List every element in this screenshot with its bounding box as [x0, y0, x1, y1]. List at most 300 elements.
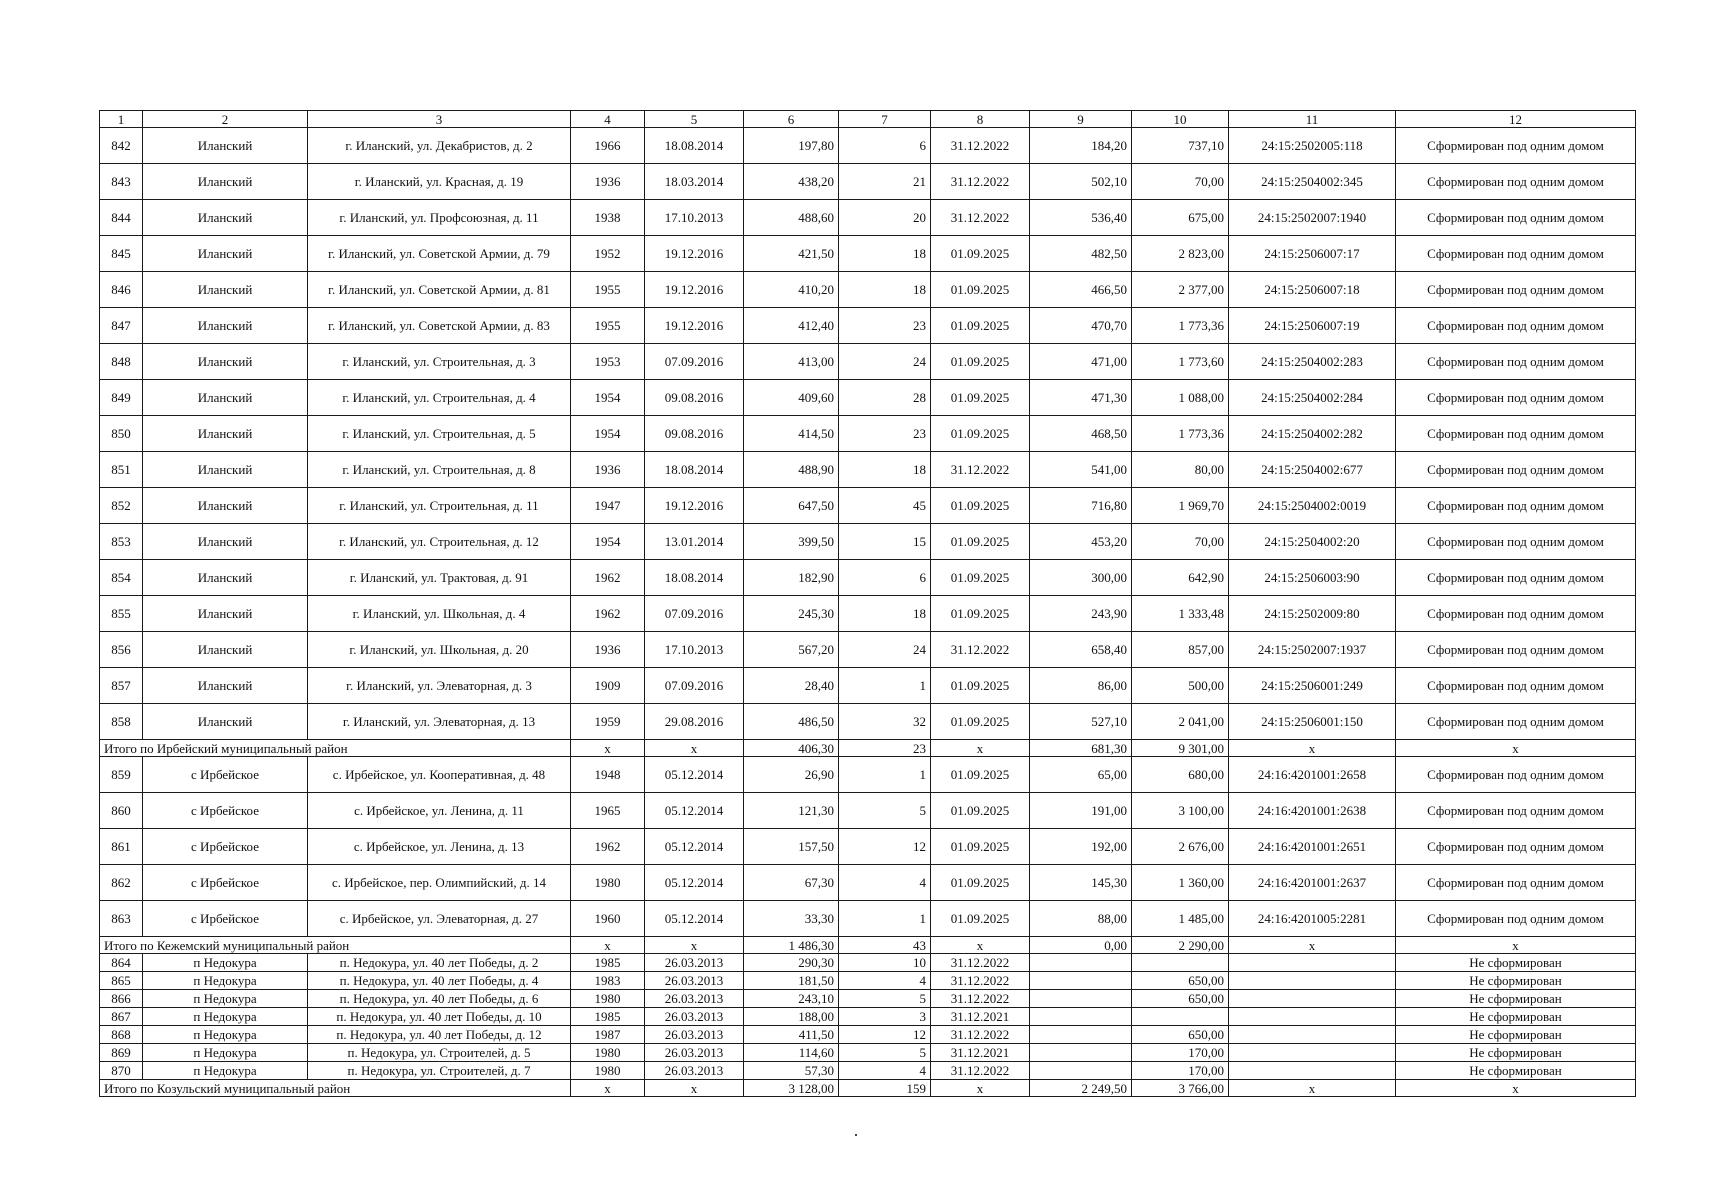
column-header: 4	[571, 111, 645, 128]
table-row	[100, 704, 1636, 740]
table-cell: Иланский	[143, 560, 308, 596]
table-cell: 1 969,70	[1132, 488, 1229, 524]
table-cell: 31.12.2022	[931, 954, 1030, 972]
total-cell: x	[931, 740, 1030, 757]
table-cell: 19.12.2016	[645, 488, 744, 524]
table-cell: 29.08.2016	[645, 704, 744, 740]
table-cell: 5	[839, 990, 931, 1008]
table-cell: 869	[100, 1044, 143, 1062]
table-cell: 536,40	[1030, 200, 1132, 236]
table-cell: 453,20	[1030, 524, 1132, 560]
table-cell: Сформирован под одним домом	[1396, 200, 1636, 236]
table-cell: 1966	[571, 128, 645, 164]
table-cell: Иланский	[143, 668, 308, 704]
table-cell: 26.03.2013	[645, 990, 744, 1008]
table-cell: 868	[100, 1026, 143, 1044]
table-cell: 488,60	[744, 200, 839, 236]
table-cell: Иланский	[143, 524, 308, 560]
table-cell: 26.03.2013	[645, 1026, 744, 1044]
table-cell: 488,90	[744, 452, 839, 488]
table-cell: 80,00	[1132, 452, 1229, 488]
total-row	[100, 740, 1636, 757]
total-cell: x	[571, 1080, 645, 1097]
table-cell: 1936	[571, 632, 645, 668]
table-row	[100, 632, 1636, 668]
table-cell: 527,10	[1030, 704, 1132, 740]
table-cell: 24:16:4201005:2281	[1229, 901, 1396, 937]
table-cell: 1980	[571, 1062, 645, 1080]
table-cell: с. Ирбейское, ул. Элеваторная, д. 27	[308, 901, 571, 937]
table-row	[100, 416, 1636, 452]
table-cell: 1955	[571, 272, 645, 308]
table-cell: 642,90	[1132, 560, 1229, 596]
table-cell: 05.12.2014	[645, 829, 744, 865]
table-cell: 857,00	[1132, 632, 1229, 668]
table-cell: 842	[100, 128, 143, 164]
table-cell: 26.03.2013	[645, 1062, 744, 1080]
table-row	[100, 380, 1636, 416]
table-cell: 01.09.2025	[931, 829, 1030, 865]
table-cell	[1229, 972, 1396, 990]
table-cell: 2 676,00	[1132, 829, 1229, 865]
column-header: 8	[931, 111, 1030, 128]
table-cell: 866	[100, 990, 143, 1008]
table-cell: 33,30	[744, 901, 839, 937]
table-cell: 24:15:2502007:1940	[1229, 200, 1396, 236]
table-cell: 862	[100, 865, 143, 901]
table-cell: Сформирован под одним домом	[1396, 668, 1636, 704]
table-cell: 24:16:4201001:2658	[1229, 757, 1396, 793]
table-cell: 31.12.2022	[931, 200, 1030, 236]
column-header: 6	[744, 111, 839, 128]
total-cell: 3 128,00	[744, 1080, 839, 1097]
table-cell: с. Ирбейское, ул. Кооперативная, д. 48	[308, 757, 571, 793]
table-cell: 502,10	[1030, 164, 1132, 200]
table-cell: 121,30	[744, 793, 839, 829]
table-cell: Сформирован под одним домом	[1396, 757, 1636, 793]
table-cell: 24:15:2506007:18	[1229, 272, 1396, 308]
table-cell: 181,50	[744, 972, 839, 990]
table-cell: 05.12.2014	[645, 901, 744, 937]
total-cell: x	[1229, 1080, 1396, 1097]
table-cell: 1936	[571, 164, 645, 200]
table-cell: г. Иланский, ул. Школьная, д. 4	[308, 596, 571, 632]
table-cell: Иланский	[143, 236, 308, 272]
table-cell: 28	[839, 380, 931, 416]
table-cell: 157,50	[744, 829, 839, 865]
table-cell	[1132, 1008, 1229, 1026]
table-cell: 15	[839, 524, 931, 560]
total-cell: x	[1229, 740, 1396, 757]
table-cell: 67,30	[744, 865, 839, 901]
table-cell: 848	[100, 344, 143, 380]
table-cell: 57,30	[744, 1062, 839, 1080]
table-cell: Сформирован под одним домом	[1396, 272, 1636, 308]
table-row	[100, 1044, 1636, 1062]
table-cell: Сформирован под одним домом	[1396, 793, 1636, 829]
table-cell: 19.12.2016	[645, 272, 744, 308]
table-cell: 856	[100, 632, 143, 668]
table-cell: Сформирован под одним домом	[1396, 524, 1636, 560]
table-cell: г. Иланский, ул. Строительная, д. 11	[308, 488, 571, 524]
table-cell: Не сформирован	[1396, 954, 1636, 972]
table-cell: 438,20	[744, 164, 839, 200]
table-cell: 18	[839, 452, 931, 488]
table-cell: 567,20	[744, 632, 839, 668]
table-cell: 07.09.2016	[645, 668, 744, 704]
table-cell: 24:15:2506003:90	[1229, 560, 1396, 596]
table-cell: 13.01.2014	[645, 524, 744, 560]
table-cell: 1962	[571, 596, 645, 632]
table-row	[100, 272, 1636, 308]
table-cell: Иланский	[143, 380, 308, 416]
table-cell: 243,10	[744, 990, 839, 1008]
table-cell: 70,00	[1132, 164, 1229, 200]
table-cell	[1030, 990, 1132, 1008]
table-row	[100, 488, 1636, 524]
table-cell	[1229, 990, 1396, 1008]
table-cell: 09.08.2016	[645, 380, 744, 416]
table-cell: 184,20	[1030, 128, 1132, 164]
column-header: 7	[839, 111, 931, 128]
table-cell: 647,50	[744, 488, 839, 524]
table-cell: 1 360,00	[1132, 865, 1229, 901]
table-row	[100, 829, 1636, 865]
table-cell: 855	[100, 596, 143, 632]
table-cell: Не сформирован	[1396, 990, 1636, 1008]
table-cell: Иланский	[143, 452, 308, 488]
table-cell: 31.12.2022	[931, 1026, 1030, 1044]
table-cell: 2 823,00	[1132, 236, 1229, 272]
table-cell: 24:15:2504002:345	[1229, 164, 1396, 200]
table-cell: с Ирбейское	[143, 901, 308, 937]
table-cell: 31.12.2022	[931, 972, 1030, 990]
table-cell: 290,30	[744, 954, 839, 972]
table-cell: 1955	[571, 308, 645, 344]
table-cell: 1962	[571, 829, 645, 865]
table-row	[100, 668, 1636, 704]
total-cell: 2 249,50	[1030, 1080, 1132, 1097]
scan-speck	[855, 1134, 857, 1136]
total-cell: 23	[839, 740, 931, 757]
table-cell: г. Иланский, ул. Строительная, д. 8	[308, 452, 571, 488]
table-cell: 32	[839, 704, 931, 740]
table-cell: 6	[839, 560, 931, 596]
table-cell: 1962	[571, 560, 645, 596]
table-cell: 1 773,36	[1132, 308, 1229, 344]
table-cell: 31.12.2022	[931, 1062, 1030, 1080]
total-cell: x	[931, 937, 1030, 954]
table-cell: 1938	[571, 200, 645, 236]
table-cell: г. Иланский, ул. Элеваторная, д. 3	[308, 668, 571, 704]
table-cell: Иланский	[143, 128, 308, 164]
table-cell: г. Иланский, ул. Строительная, д. 5	[308, 416, 571, 452]
table-cell: с. Ирбейское, пер. Олимпийский, д. 14	[308, 865, 571, 901]
table-cell: 844	[100, 200, 143, 236]
table-cell: 650,00	[1132, 990, 1229, 1008]
total-cell: 1 486,30	[744, 937, 839, 954]
table-cell: г. Иланский, ул. Школьная, д. 20	[308, 632, 571, 668]
column-header: 11	[1229, 111, 1396, 128]
table-cell: 31.12.2022	[931, 164, 1030, 200]
table-cell: с Ирбейское	[143, 829, 308, 865]
table-cell: Иланский	[143, 344, 308, 380]
table-cell: Сформирован под одним домом	[1396, 236, 1636, 272]
table-cell: 24:15:2502005:118	[1229, 128, 1396, 164]
table-cell: г. Иланский, ул. Строительная, д. 12	[308, 524, 571, 560]
table-cell: г. Иланский, ул. Профсоюзная, д. 11	[308, 200, 571, 236]
table-cell: 24:15:2502009:80	[1229, 596, 1396, 632]
table-cell: 23	[839, 308, 931, 344]
table-cell: 24:15:2506007:17	[1229, 236, 1396, 272]
table-cell: 09.08.2016	[645, 416, 744, 452]
total-cell: 2 290,00	[1132, 937, 1229, 954]
table-cell: г. Иланский, ул. Элеваторная, д. 13	[308, 704, 571, 740]
table-cell: 24:16:4201001:2638	[1229, 793, 1396, 829]
table-cell	[1229, 1044, 1396, 1062]
table-cell: 5	[839, 793, 931, 829]
table-cell: с Ирбейское	[143, 865, 308, 901]
total-cell: x	[571, 937, 645, 954]
table-cell: Сформирован под одним домом	[1396, 596, 1636, 632]
table-cell: 412,40	[744, 308, 839, 344]
table-cell: 01.09.2025	[931, 524, 1030, 560]
table-body	[100, 111, 1636, 1097]
total-cell: x	[1396, 740, 1636, 757]
table-cell: 1980	[571, 990, 645, 1008]
table-cell: 01.09.2025	[931, 704, 1030, 740]
table-row	[100, 524, 1636, 560]
table-cell: 680,00	[1132, 757, 1229, 793]
table-cell: 5	[839, 1044, 931, 1062]
table-cell: 1959	[571, 704, 645, 740]
table-cell: Сформирован под одним домом	[1396, 308, 1636, 344]
table-cell: 468,50	[1030, 416, 1132, 452]
table-cell: 1985	[571, 954, 645, 972]
table-cell: Сформирован под одним домом	[1396, 560, 1636, 596]
total-cell: 43	[839, 937, 931, 954]
table-row	[100, 164, 1636, 200]
table-cell: 845	[100, 236, 143, 272]
total-cell: x	[1396, 937, 1636, 954]
table-cell: 1 088,00	[1132, 380, 1229, 416]
table-cell: 26.03.2013	[645, 1044, 744, 1062]
table-cell: 500,00	[1132, 668, 1229, 704]
table-cell: 24:15:2506001:150	[1229, 704, 1396, 740]
table-cell: 1954	[571, 524, 645, 560]
table-cell: п Недокура	[143, 972, 308, 990]
table-cell: 24:15:2504002:20	[1229, 524, 1396, 560]
column-header: 1	[100, 111, 143, 128]
table-cell: 1960	[571, 901, 645, 937]
table-cell: 870	[100, 1062, 143, 1080]
table-cell: 846	[100, 272, 143, 308]
table-cell: 853	[100, 524, 143, 560]
total-cell: 3 766,00	[1132, 1080, 1229, 1097]
table-cell: 413,00	[744, 344, 839, 380]
table-cell: 854	[100, 560, 143, 596]
total-cell: x	[645, 1080, 744, 1097]
table-cell	[1229, 1026, 1396, 1044]
table-cell: 01.09.2025	[931, 901, 1030, 937]
table-row	[100, 865, 1636, 901]
table-cell: Не сформирован	[1396, 1008, 1636, 1026]
table-cell: с. Ирбейское, ул. Ленина, д. 11	[308, 793, 571, 829]
table-cell: 31.12.2021	[931, 1044, 1030, 1062]
table-cell: 31.12.2022	[931, 990, 1030, 1008]
total-cell: x	[931, 1080, 1030, 1097]
table-cell: 26,90	[744, 757, 839, 793]
table-cell: 864	[100, 954, 143, 972]
table-cell: Сформирован под одним домом	[1396, 901, 1636, 937]
table-cell: п Недокура	[143, 990, 308, 1008]
table-row	[100, 1026, 1636, 1044]
column-header: 5	[645, 111, 744, 128]
total-cell: x	[1396, 1080, 1636, 1097]
table-cell: 17.10.2013	[645, 632, 744, 668]
table-cell: Сформирован под одним домом	[1396, 164, 1636, 200]
table-row	[100, 128, 1636, 164]
table-cell: 1 773,36	[1132, 416, 1229, 452]
table-cell: 07.09.2016	[645, 344, 744, 380]
table-cell: 1947	[571, 488, 645, 524]
table-cell: Не сформирован	[1396, 1062, 1636, 1080]
table-cell: 05.12.2014	[645, 757, 744, 793]
table-row	[100, 344, 1636, 380]
table-row	[100, 954, 1636, 972]
table-cell: г. Иланский, ул. Трактовая, д. 91	[308, 560, 571, 596]
table-cell: 861	[100, 829, 143, 865]
table-cell: 650,00	[1132, 1026, 1229, 1044]
column-header: 10	[1132, 111, 1229, 128]
total-cell: 681,30	[1030, 740, 1132, 757]
table-cell: 01.09.2025	[931, 308, 1030, 344]
table-cell: п. Недокура, ул. 40 лет Победы, д. 10	[308, 1008, 571, 1026]
table-cell: 12	[839, 829, 931, 865]
table-cell: 1985	[571, 1008, 645, 1026]
table-cell: 1980	[571, 1044, 645, 1062]
table-cell: 1965	[571, 793, 645, 829]
table-cell: 2 041,00	[1132, 704, 1229, 740]
total-cell: 0,00	[1030, 937, 1132, 954]
table-cell: 243,90	[1030, 596, 1132, 632]
housing-register-table	[99, 110, 1636, 1097]
table-cell: 01.09.2025	[931, 757, 1030, 793]
table-cell: 45	[839, 488, 931, 524]
table-cell: 852	[100, 488, 143, 524]
total-cell: x	[571, 740, 645, 757]
table-cell: 24	[839, 632, 931, 668]
table-cell: 865	[100, 972, 143, 990]
table-cell: 1 485,00	[1132, 901, 1229, 937]
table-cell: 170,00	[1132, 1044, 1229, 1062]
table-cell: Сформирован под одним домом	[1396, 380, 1636, 416]
table-cell: 18	[839, 272, 931, 308]
table-cell: п Недокура	[143, 954, 308, 972]
table-cell: 1952	[571, 236, 645, 272]
table-cell: Иланский	[143, 704, 308, 740]
header-row	[100, 111, 1636, 128]
table-cell: 18.08.2014	[645, 560, 744, 596]
table-cell: 70,00	[1132, 524, 1229, 560]
table-cell: 01.09.2025	[931, 272, 1030, 308]
table-cell: 05.12.2014	[645, 793, 744, 829]
table-cell: 01.09.2025	[931, 865, 1030, 901]
table-cell: 10	[839, 954, 931, 972]
table-row	[100, 308, 1636, 344]
table-cell: Иланский	[143, 416, 308, 452]
table-cell: Сформирован под одним домом	[1396, 452, 1636, 488]
table-cell: 1	[839, 901, 931, 937]
table-cell: 1954	[571, 416, 645, 452]
table-cell: 19.12.2016	[645, 308, 744, 344]
table-cell: 858	[100, 704, 143, 740]
table-cell: 114,60	[744, 1044, 839, 1062]
table-cell: 24:15:2504002:284	[1229, 380, 1396, 416]
table-cell: Сформирован под одним домом	[1396, 704, 1636, 740]
table-row	[100, 560, 1636, 596]
table-cell: 4	[839, 1062, 931, 1080]
table-cell: 1983	[571, 972, 645, 990]
table-cell: 24:15:2504002:282	[1229, 416, 1396, 452]
table-cell: 24:15:2504002:0019	[1229, 488, 1396, 524]
table-row	[100, 1062, 1636, 1080]
table-cell: Не сформирован	[1396, 1044, 1636, 1062]
table-cell: 18.08.2014	[645, 128, 744, 164]
total-cell: 159	[839, 1080, 931, 1097]
table-cell: 12	[839, 1026, 931, 1044]
table-row	[100, 200, 1636, 236]
table-cell: 399,50	[744, 524, 839, 560]
table-cell: 300,00	[1030, 560, 1132, 596]
table-cell: 191,00	[1030, 793, 1132, 829]
table-cell: 23	[839, 416, 931, 452]
table-cell: 4	[839, 972, 931, 990]
table-cell: 24:15:2506001:249	[1229, 668, 1396, 704]
table-cell	[1030, 954, 1132, 972]
table-cell: 24:16:4201001:2637	[1229, 865, 1396, 901]
table-cell: 88,00	[1030, 901, 1132, 937]
table-cell	[1030, 972, 1132, 990]
table-cell: с Ирбейское	[143, 757, 308, 793]
table-cell: Иланский	[143, 200, 308, 236]
column-header: 9	[1030, 111, 1132, 128]
table-cell: 05.12.2014	[645, 865, 744, 901]
table-cell: п. Недокура, ул. 40 лет Победы, д. 12	[308, 1026, 571, 1044]
table-cell: 849	[100, 380, 143, 416]
table-cell: 197,80	[744, 128, 839, 164]
table-cell: 01.09.2025	[931, 488, 1030, 524]
table-cell: Сформирован под одним домом	[1396, 128, 1636, 164]
table-cell: 1909	[571, 668, 645, 704]
table-cell: 31.12.2022	[931, 452, 1030, 488]
total-cell: x	[645, 740, 744, 757]
table-cell: п. Недокура, ул. 40 лет Победы, д. 4	[308, 972, 571, 990]
table-cell: Иланский	[143, 164, 308, 200]
table-cell: 471,30	[1030, 380, 1132, 416]
table-cell: п. Недокура, ул. 40 лет Победы, д. 6	[308, 990, 571, 1008]
table-cell: г. Иланский, ул. Декабристов, д. 2	[308, 128, 571, 164]
table-cell	[1030, 1026, 1132, 1044]
table-cell: 01.09.2025	[931, 344, 1030, 380]
table-cell: 01.09.2025	[931, 596, 1030, 632]
table-cell: 414,50	[744, 416, 839, 452]
table-cell: 3	[839, 1008, 931, 1026]
table-cell: п. Недокура, ул. Строителей, д. 7	[308, 1062, 571, 1080]
table-cell	[1030, 1008, 1132, 1026]
table-cell: п Недокура	[143, 1044, 308, 1062]
table-cell: 245,30	[744, 596, 839, 632]
